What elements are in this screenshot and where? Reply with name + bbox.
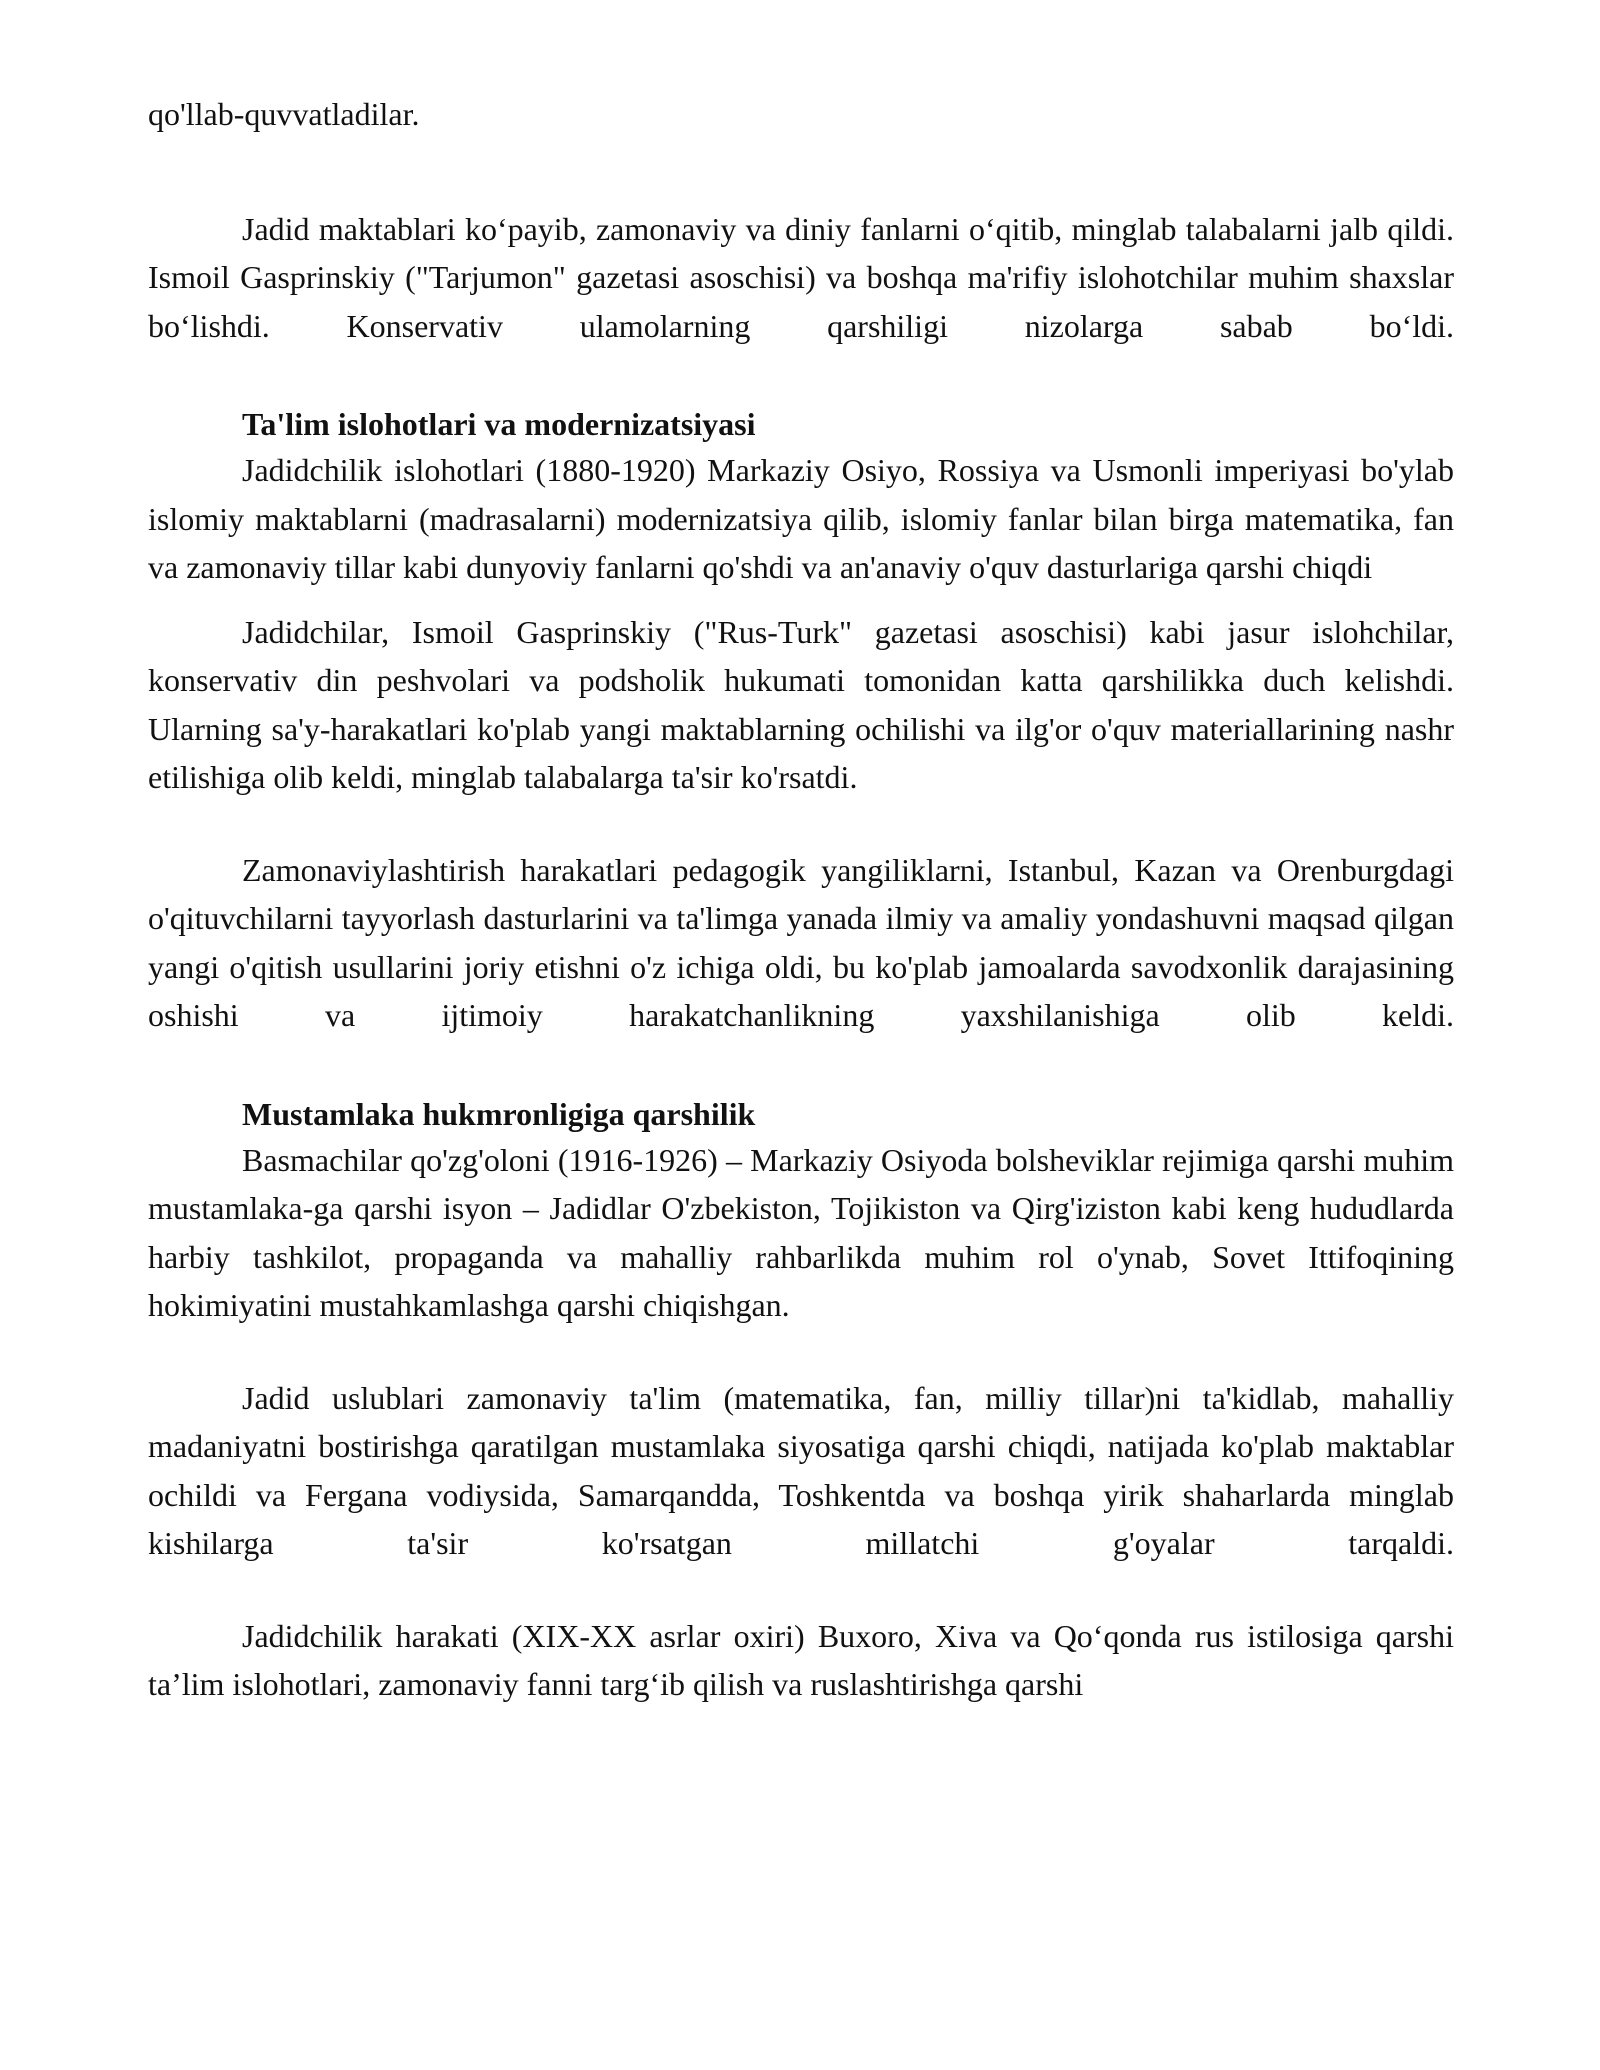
paragraph-reforms-1880-1920: Jadidchilik islohotlari (1880-1920) Markaziy Osiyo, Rossiya va Usmonli imperiyasi bo'ylab islomiy maktablarni (madrasalarni) modernizatsiya qilib, islomiy fanlar bilan birga matematika, fan va zamonaviy tillar kabi dunyoviy fanlarni qo'shdi va an'anaviy o'quv dasturlariga qarshi chiqdi bbox=[148, 452, 1454, 585]
paragraph-jadid-methods: Jadid uslublari zamonaviy ta'lim (matematika, fan, milliy tillar)ni ta'kidlab, mahalliy madaniyatni bostirishga qaratilgan mustamlaka siyosatiga qarshi chiqdi, natijada ko'plab maktablar ochildi va Fergana vodiysida, Samarqandda, Toshkentda va boshqa yirik shaharlarda minglab kishilarga ta'sir ko'rsatgan millatchi g'oyalar tarqaldi. bbox=[148, 1379, 1454, 1561]
paragraph-jadidchilar: Jadidchilar, Ismoil Gasprinskiy ("Rus-Turk" gazetasi asoschisi) kabi jasur islohchilar, konservativ din peshvolari va podsholik hukumati tomonidan katta qarshilikka duch kelishdi. Ularning sa'y-harakatlari ko'plab yangi maktablarning ochilishi va ilg'or o'quv materiallarining nashr etilishiga olib keldi, minglab talabalarga ta'sir ko'rsatdi. bbox=[148, 613, 1454, 795]
paragraph-basmachi: Basmachilar qo'zg'oloni (1916-1926) – Markaziy Osiyoda bolsheviklar rejimiga qarshi muhim mustamlaka-ga qarshi isyon – Jadidlar O'zbekiston, Tojikiston va Qirg'iziston kabi keng hududlarda harbiy tashkilot, propaganda va mahalliy rahbarlikda muhim rol o'ynab, Sovet Ittifoqining hokimiyatini mustahkamlashga qarshi chiqishgan. bbox=[148, 1141, 1454, 1323]
paragraph-continuation: qo'llab-quvvatladilar. bbox=[148, 96, 420, 132]
document-page bbox=[148, 90, 1454, 1709]
heading-colonial-resistance: Mustamlaka hukmronligiga qarshilik bbox=[242, 1095, 756, 1132]
heading-education-reforms: Ta'lim islohotlari va modernizatsiyasi bbox=[242, 406, 756, 442]
paragraph-modernization: Zamonaviylashtirish harakatlari pedagogik yangiliklarni, Istanbul, Kazan va Orenburgdagi o'qituvchilarni tayyorlash dasturlarini va ta'limga yanada ilmiy va amaliy yondashuvni maqsad qilgan yangi o'qitish usullarini joriy etishni o'z ichiga oldi, bu ko'plab jamoalarda savodxonlik darajasining oshishi va ijtimoiy harakatchanlikning yaxshilanishiga olib keldi. bbox=[148, 851, 1454, 1033]
paragraph-jadidchilik-movement: Jadidchilik harakati (XIX-XX asrlar oxiri) Buxoro, Xiva va Qo‘qonda rus istilosiga qarshi ta’lim islohotlari, zamonaviy fanni targ‘ib qilish va ruslashtirishga qarshi bbox=[148, 1617, 1454, 1702]
paragraph-jadid-schools: Jadid maktablari ko‘payib, zamonaviy va diniy fanlarni o‘qitib, minglab talabalarni jalb qildi. Ismoil Gasprinskiy ("Tarjumon" gazetasi asoschisi) va boshqa ma'rifiy islohotchilar muhim shaxslar bo‘lishdi. Konservativ ulamolarning qarshiligi nizolarga sabab bo‘ldi. bbox=[148, 210, 1454, 344]
